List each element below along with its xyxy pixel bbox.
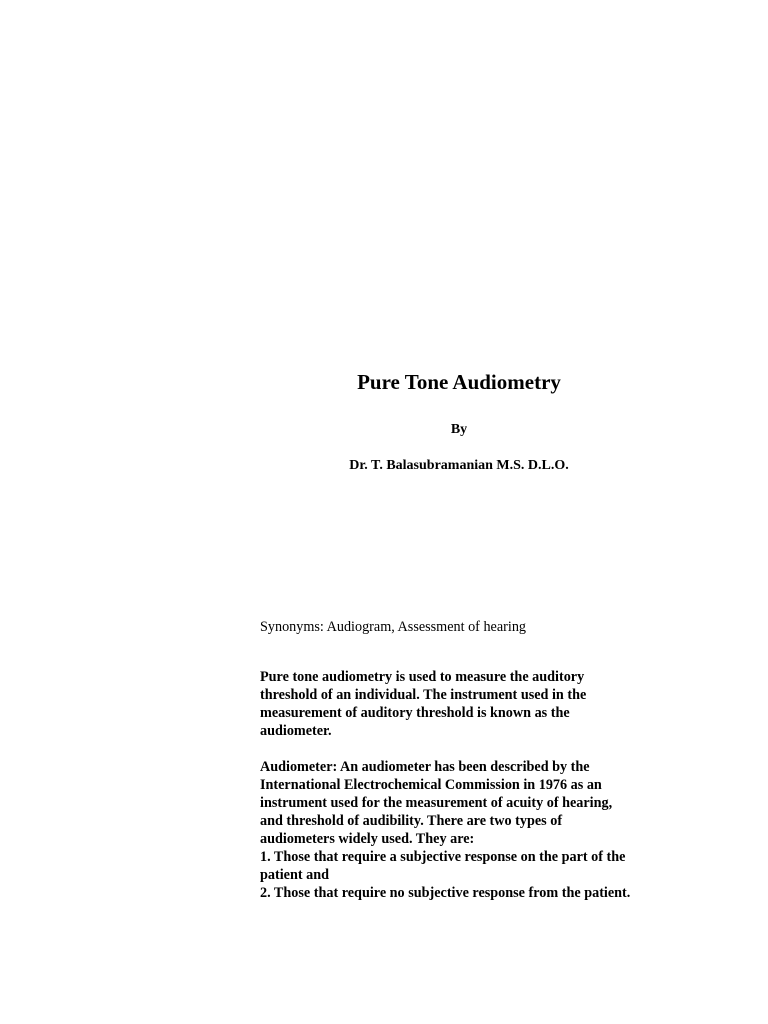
synonyms-line: Synonyms: Audiogram, Assessment of hearing bbox=[260, 619, 527, 635]
paragraph-line: instrument used for the measurement of acuity of hearing, bbox=[260, 795, 613, 811]
paragraph-line: audiometer. bbox=[260, 723, 332, 739]
paragraph-intro bbox=[260, 668, 680, 740]
paragraph-line: and threshold of audibility. There are two types of bbox=[260, 813, 563, 829]
paragraph-line: audiometers widely used. They are: bbox=[260, 831, 475, 847]
author-name: Dr. T. Balasubramanian M.S. D.L.O. bbox=[349, 458, 569, 473]
paragraph-line: Audiometer: An audiometer has been described by the bbox=[260, 759, 590, 775]
paragraph-line: measurement of auditory threshold is known as the bbox=[260, 705, 570, 721]
paragraph-line: International Electrochemical Commission in 1976 as an bbox=[260, 777, 602, 793]
document-title: Pure Tone Audiometry bbox=[357, 370, 561, 394]
paragraph-line: patient and bbox=[260, 867, 329, 883]
paragraph-audiometer bbox=[260, 758, 680, 902]
paragraph-line: 1. Those that require a subjective response on the part of the bbox=[260, 849, 626, 865]
paragraph-line: 2. Those that require no subjective response from the patient. bbox=[260, 885, 631, 901]
paragraph-line: Pure tone audiometry is used to measure the auditory bbox=[260, 669, 585, 685]
byline-label: By bbox=[450, 422, 468, 437]
paragraph-line: threshold of an individual. The instrument used in the bbox=[260, 687, 587, 703]
